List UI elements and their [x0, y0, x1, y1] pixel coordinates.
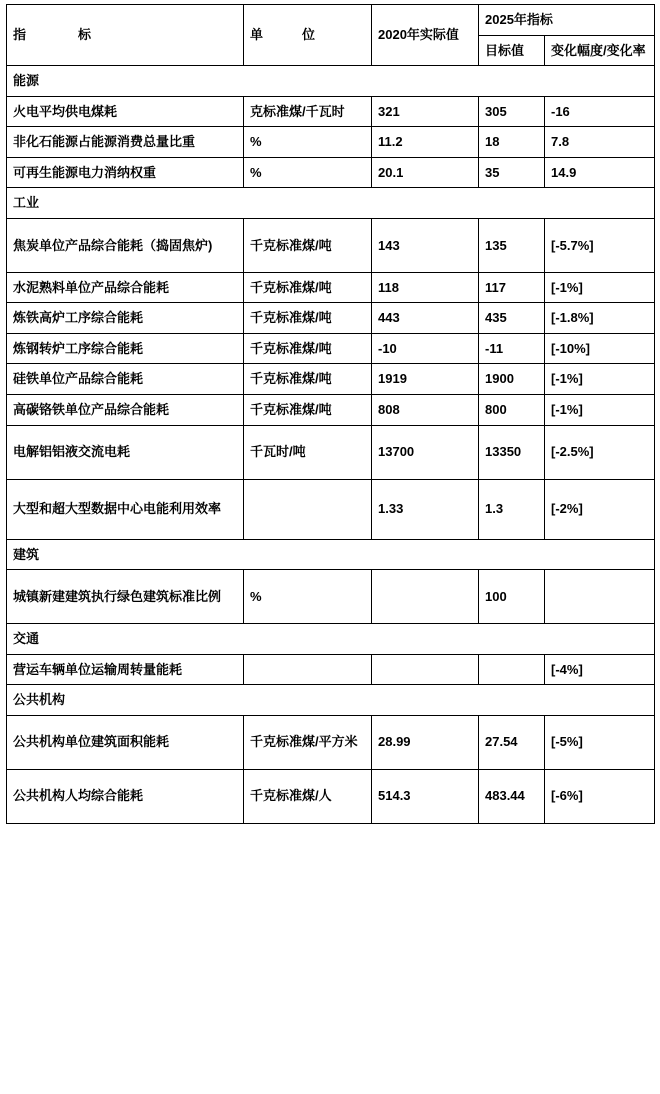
- table-group-row: [7, 685, 655, 716]
- cell-indicator-name: 硅铁单位产品综合能耗: [7, 364, 244, 395]
- table-row: [7, 570, 655, 624]
- cell-indicator-name: 炼铁高炉工序综合能耗: [7, 303, 244, 334]
- table-row: [7, 272, 655, 303]
- cell-2020-value: 13700: [372, 425, 479, 479]
- cell-change-rate: 14.9: [545, 157, 655, 188]
- cell-change-rate: [-1%]: [545, 272, 655, 303]
- cell-target-value: 305: [479, 96, 545, 127]
- cell-2020-value: 808: [372, 395, 479, 426]
- cell-target-value: 800: [479, 395, 545, 426]
- table-row: [7, 127, 655, 158]
- group-label: 能源: [7, 66, 655, 97]
- table-head: [7, 5, 655, 66]
- cell-unit: %: [244, 157, 372, 188]
- cell-2020-value: [372, 570, 479, 624]
- table-row: [7, 769, 655, 823]
- table-row: [7, 333, 655, 364]
- cell-2020-value: 321: [372, 96, 479, 127]
- cell-target-value: 100: [479, 570, 545, 624]
- cell-indicator-name: 营运车辆单位运输周转量能耗: [7, 654, 244, 685]
- cell-target-value: 35: [479, 157, 545, 188]
- header-2025-group: 2025年指标: [479, 5, 655, 36]
- cell-unit: %: [244, 127, 372, 158]
- cell-indicator-name: 非化石能源占能源消费总量比重: [7, 127, 244, 158]
- cell-2020-value: 1.33: [372, 479, 479, 539]
- cell-unit: 千克标准煤/吨: [244, 272, 372, 303]
- cell-change-rate: [-1.8%]: [545, 303, 655, 334]
- cell-indicator-name: 高碳铬铁单位产品综合能耗: [7, 395, 244, 426]
- cell-2020-value: 143: [372, 218, 479, 272]
- table-group-row: [7, 66, 655, 97]
- cell-2020-value: 11.2: [372, 127, 479, 158]
- cell-unit: 千克标准煤/吨: [244, 218, 372, 272]
- cell-target-value: 135: [479, 218, 545, 272]
- group-label: 交通: [7, 624, 655, 655]
- header-unit: 单 位: [244, 5, 372, 66]
- table-row: [7, 303, 655, 334]
- cell-unit: 千克标准煤/吨: [244, 364, 372, 395]
- group-label: 公共机构: [7, 685, 655, 716]
- group-label: 工业: [7, 188, 655, 219]
- cell-2020-value: 118: [372, 272, 479, 303]
- cell-indicator-name: 公共机构人均综合能耗: [7, 769, 244, 823]
- header-indicator: 指 标: [7, 5, 244, 66]
- table-row: [7, 715, 655, 769]
- table-group-row: [7, 188, 655, 219]
- cell-change-rate: -16: [545, 96, 655, 127]
- cell-unit: [244, 654, 372, 685]
- cell-target-value: 27.54: [479, 715, 545, 769]
- cell-indicator-name: 大型和超大型数据中心电能利用效率: [7, 479, 244, 539]
- cell-indicator-name: 火电平均供电煤耗: [7, 96, 244, 127]
- cell-target-value: 1.3: [479, 479, 545, 539]
- cell-change-rate: [-2.5%]: [545, 425, 655, 479]
- cell-change-rate: [-1%]: [545, 364, 655, 395]
- cell-indicator-name: 可再生能源电力消纳权重: [7, 157, 244, 188]
- table-row: [7, 218, 655, 272]
- cell-indicator-name: 电解铝铝液交流电耗: [7, 425, 244, 479]
- cell-2020-value: -10: [372, 333, 479, 364]
- cell-change-rate: [-10%]: [545, 333, 655, 364]
- cell-2020-value: 20.1: [372, 157, 479, 188]
- table-row: [7, 395, 655, 426]
- cell-unit: 千克标准煤/吨: [244, 395, 372, 426]
- header-change-rate: 变化幅度/变化率: [545, 35, 655, 66]
- table-group-row: [7, 624, 655, 655]
- cell-indicator-name: 焦炭单位产品综合能耗（捣固焦炉): [7, 218, 244, 272]
- cell-change-rate: [-5.7%]: [545, 218, 655, 272]
- cell-indicator-name: 公共机构单位建筑面积能耗: [7, 715, 244, 769]
- cell-target-value: 1900: [479, 364, 545, 395]
- group-label: 建筑: [7, 539, 655, 570]
- cell-change-rate: [-6%]: [545, 769, 655, 823]
- cell-2020-value: 28.99: [372, 715, 479, 769]
- cell-2020-value: 514.3: [372, 769, 479, 823]
- table-row: [7, 364, 655, 395]
- indicators-table: [6, 4, 655, 824]
- cell-change-rate: [545, 570, 655, 624]
- cell-indicator-name: 炼钢转炉工序综合能耗: [7, 333, 244, 364]
- table-row: [7, 157, 655, 188]
- cell-target-value: 18: [479, 127, 545, 158]
- cell-unit: [244, 479, 372, 539]
- cell-2020-value: 443: [372, 303, 479, 334]
- table-body: [7, 66, 655, 824]
- cell-change-rate: [-2%]: [545, 479, 655, 539]
- cell-2020-value: 1919: [372, 364, 479, 395]
- cell-target-value: [479, 654, 545, 685]
- cell-change-rate: [-4%]: [545, 654, 655, 685]
- table-row: [7, 654, 655, 685]
- table-row: [7, 96, 655, 127]
- header-target-value: 目标值: [479, 35, 545, 66]
- cell-2020-value: [372, 654, 479, 685]
- cell-target-value: 435: [479, 303, 545, 334]
- header-2020-actual: 2020年实际值: [372, 5, 479, 66]
- cell-unit: %: [244, 570, 372, 624]
- cell-unit: 千克标准煤/人: [244, 769, 372, 823]
- table-row: [7, 479, 655, 539]
- cell-change-rate: 7.8: [545, 127, 655, 158]
- cell-unit: 克标准煤/千瓦时: [244, 96, 372, 127]
- cell-unit: 千瓦时/吨: [244, 425, 372, 479]
- cell-target-value: 117: [479, 272, 545, 303]
- table-row: [7, 425, 655, 479]
- cell-target-value: 483.44: [479, 769, 545, 823]
- table-group-row: [7, 539, 655, 570]
- cell-indicator-name: 水泥熟料单位产品综合能耗: [7, 272, 244, 303]
- cell-unit: 千克标准煤/平方米: [244, 715, 372, 769]
- cell-change-rate: [-1%]: [545, 395, 655, 426]
- cell-target-value: 13350: [479, 425, 545, 479]
- cell-unit: 千克标准煤/吨: [244, 303, 372, 334]
- cell-indicator-name: 城镇新建建筑执行绿色建筑标准比例: [7, 570, 244, 624]
- cell-unit: 千克标准煤/吨: [244, 333, 372, 364]
- header-row-1: [7, 5, 655, 36]
- cell-change-rate: [-5%]: [545, 715, 655, 769]
- cell-target-value: -11: [479, 333, 545, 364]
